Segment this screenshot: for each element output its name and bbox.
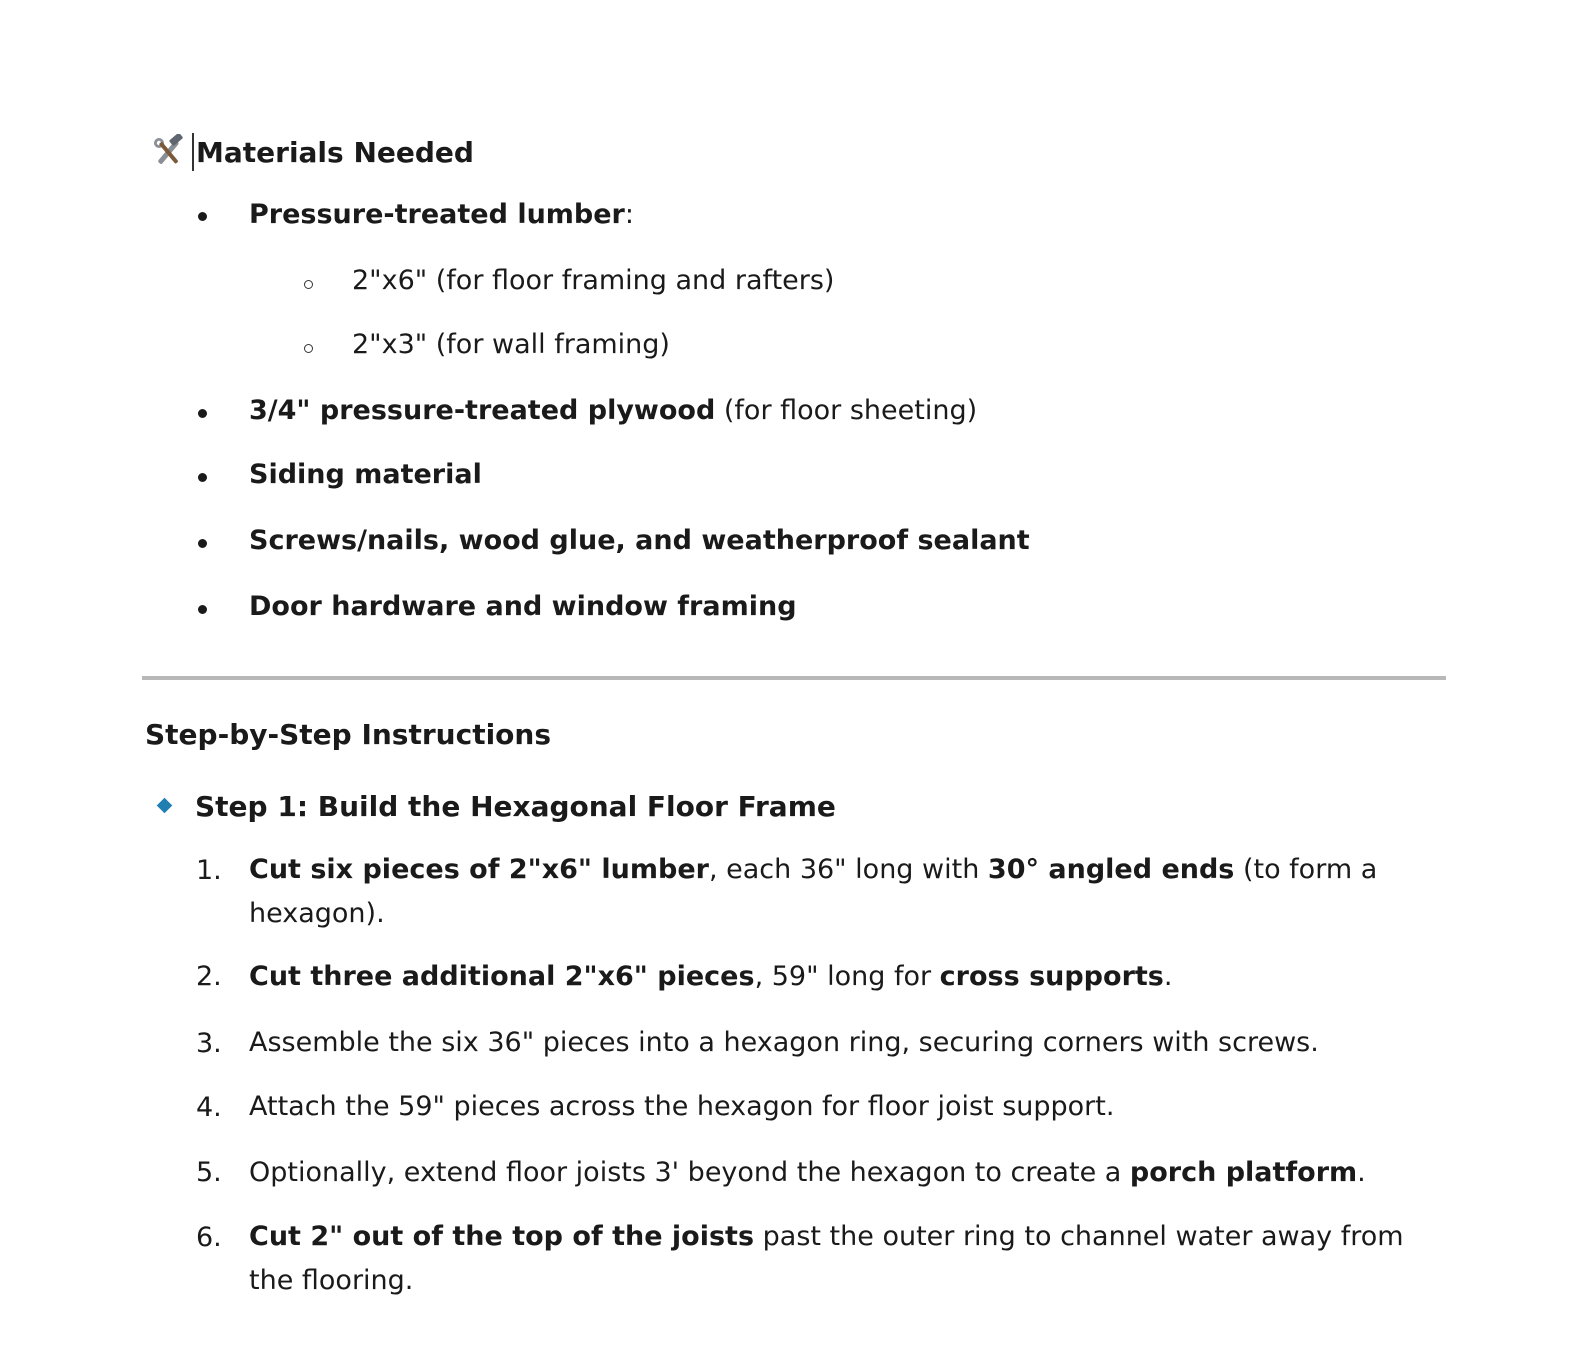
step-item-2 xyxy=(249,955,1429,999)
step-item-5 xyxy=(249,1151,1429,1195)
material-item-rest: : xyxy=(624,199,634,230)
bullet-icon xyxy=(198,539,207,548)
step-text-bold: Cut six pieces of 2"x6" lumber xyxy=(249,854,709,885)
step-text: Optionally, extend floor joists 3' beyond the hexagon to create a xyxy=(249,1157,1130,1188)
step-number: 6. xyxy=(196,1222,222,1253)
step-number: 1. xyxy=(196,855,222,886)
diamond-bullet-icon xyxy=(157,798,173,814)
instructions-heading: Step-by-Step Instructions xyxy=(145,718,552,751)
material-subitem: 2"x3" (for wall framing) xyxy=(352,329,670,360)
materials-heading xyxy=(150,132,474,172)
step-item-3 xyxy=(249,1021,1429,1065)
step-text-bold: 30° angled ends xyxy=(987,854,1235,885)
step-item-6 xyxy=(249,1215,1429,1303)
step-text-bold: Cut 2" out of the top of the joists xyxy=(249,1221,755,1252)
horizontal-divider xyxy=(142,676,1446,680)
step-text: , each 36" long with xyxy=(708,854,988,885)
material-item-bold: 3/4" pressure-treated plywood xyxy=(249,395,716,426)
step-text: , 59" long for xyxy=(754,961,940,992)
step-text-bold: cross supports xyxy=(939,961,1164,992)
material-item-bold: Siding material xyxy=(249,459,482,490)
sub-bullet-icon xyxy=(304,344,313,353)
step-number: 2. xyxy=(196,961,222,992)
step-text: Assemble the six 36" pieces into a hexagon ring, securing corners with screws. xyxy=(249,1027,1319,1058)
bullet-icon xyxy=(198,605,207,614)
material-subitem: 2"x6" (for floor framing and rafters) xyxy=(352,265,835,296)
step-item-1 xyxy=(249,848,1429,936)
step-number: 4. xyxy=(196,1092,222,1123)
text-cursor xyxy=(192,133,194,171)
material-item-bold: Door hardware and window framing xyxy=(249,591,797,622)
step-number: 3. xyxy=(196,1028,222,1059)
step-text-bold: Cut three additional 2"x6" pieces xyxy=(249,961,755,992)
material-item-rest: (for floor sheeting) xyxy=(715,395,978,426)
material-item-bold: Pressure-treated lumber xyxy=(249,199,625,230)
hammer-and-wrench-icon xyxy=(150,134,186,170)
step-text: Attach the 59" pieces across the hexagon for floor joist support. xyxy=(249,1091,1115,1122)
step-text: past the outer ring to channel water away from the flooring. xyxy=(249,1221,1404,1296)
step-item-4 xyxy=(249,1085,1429,1129)
step-text: . xyxy=(1357,1157,1366,1188)
step-text: (to form a hexagon). xyxy=(249,854,1378,929)
step-text-bold: porch platform xyxy=(1129,1157,1358,1188)
material-item-screws xyxy=(249,523,1030,559)
material-item-door-hardware xyxy=(249,589,797,625)
material-item-bold: Screws/nails, wood glue, and weatherproof sealant xyxy=(249,525,1030,556)
bullet-icon xyxy=(198,212,207,221)
step-number: 5. xyxy=(196,1157,222,1188)
material-item-lumber xyxy=(249,197,634,233)
step-1-title: Step 1: Build the Hexagonal Floor Frame xyxy=(195,790,836,823)
sub-bullet-icon xyxy=(304,280,313,289)
step-text: . xyxy=(1163,961,1173,992)
material-item-plywood xyxy=(249,393,977,429)
bullet-icon xyxy=(198,473,207,482)
material-item-siding xyxy=(249,457,482,493)
bullet-icon xyxy=(198,409,207,418)
materials-heading-text: Materials Needed xyxy=(196,135,474,169)
